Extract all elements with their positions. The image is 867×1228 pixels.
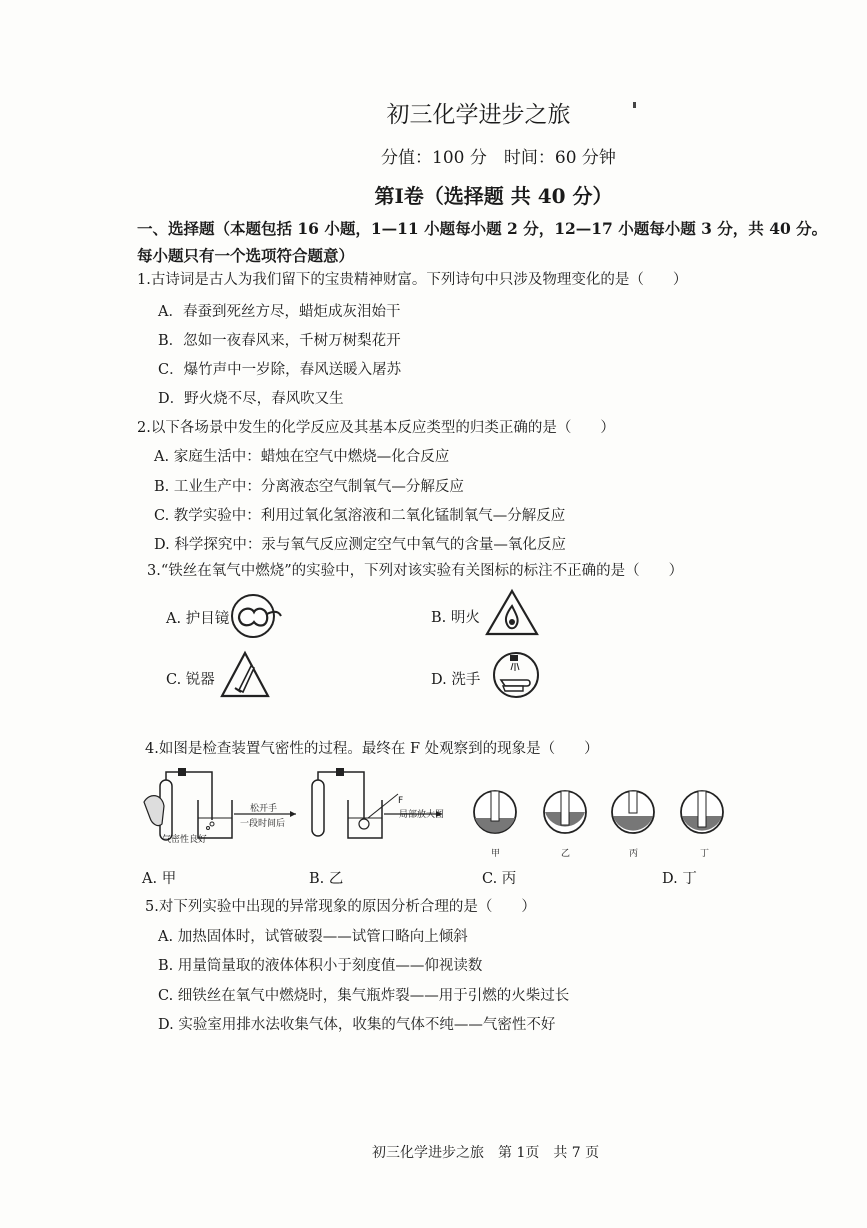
q2-stem: 2.以下各场景中发生的化学反应及其基本反应类型的归类正确的是（ ）: [137, 420, 615, 436]
q5-option-a: A. 加热固体时，试管破裂——试管口略向上倾斜: [158, 929, 468, 945]
q1-option-a: A．春蚕到死丝方尽，蜡炬成灰泪始干: [158, 304, 401, 320]
q1-option-b: B．忽如一夜春风来，千树万树梨花开: [158, 333, 401, 349]
fig-circle-label-yi: 乙: [561, 849, 571, 859]
goggles-icon: [229, 592, 285, 640]
fig-circle-label-ding: 丁: [700, 849, 710, 859]
circle-bing: [612, 791, 654, 833]
q2-option-b: B. 工业生产中：分离液态空气制氧气—分解反应: [154, 479, 464, 495]
circle-ding: [681, 791, 723, 833]
q2-option-d: D. 科学探究中：汞与氧气反应测定空气中氧气的含量—氧化反应: [154, 537, 566, 553]
flame-warning-icon: [484, 588, 540, 638]
page-footer: 初三化学进步之旅 第 1页 共 7 页: [372, 1145, 600, 1161]
q3-option-d: D. 洗手: [431, 672, 481, 688]
q3-option-a: A. 护目镜: [166, 611, 230, 627]
q1-option-d: D．野火烧不尽，春风吹又生: [158, 391, 344, 407]
page-title: 初三化学进步之旅: [386, 102, 571, 128]
q3-option-c: C. 锐器: [166, 672, 215, 688]
wash-hands-icon: [491, 650, 541, 700]
volume-heading: 第Ⅰ卷（选择题 共 40 分）: [374, 184, 613, 208]
q3-option-b: B. 明火: [431, 610, 480, 626]
fig-circle-label-jia: 甲: [491, 849, 501, 859]
q2-option-c: C. 教学实验中：利用过氧化氢溶液和二氧化锰制氧气—分解反应: [154, 508, 566, 524]
q5-option-d: D. 实验室用排水法收集气体，收集的气体不纯——气密性不好: [158, 1017, 556, 1033]
q5-stem: 5.对下列实验中出现的异常现象的原因分析合理的是（ ）: [145, 899, 536, 915]
fig-arrow1-top: 松开手: [250, 804, 278, 814]
q4-option-c: C. 丙: [482, 871, 517, 887]
fig-arrow1-bottom: 一段时间后: [240, 819, 286, 829]
q4-option-b: B. 乙: [309, 871, 344, 887]
q4-option-a: A. 甲: [142, 871, 177, 887]
q4-stem: 4.如图是检查装置气密性的过程。最终在 F 处观察到的现象是（ ）: [145, 741, 599, 757]
q1-option-c: C．爆竹声中一岁除，春风送暖入屠苏: [158, 362, 402, 378]
section-instructions-line1: 一、选择题（本题包括 16 小题，1—11 小题每小题 2 分，12—17 小题每小题 3 分，共 40 分。: [137, 219, 828, 238]
fig-label-good: 气密性良好: [162, 835, 208, 845]
circle-yi: [544, 791, 586, 833]
q3-stem: 3.“铁丝在氧气中燃烧”的实验中，下列对该实验有关图标的标注不正确的是（ ）: [147, 563, 684, 579]
score-time: 分值：100 分 时间：60 分钟: [381, 148, 616, 168]
fig-label-f: F: [398, 796, 404, 806]
circle-jia: [474, 791, 516, 833]
fig-arrow2: 局部放大图: [399, 810, 445, 820]
scan-mark: [633, 102, 636, 108]
q4-option-d: D. 丁: [662, 871, 697, 887]
q5-option-b: B. 用量筒量取的液体体积小于刻度值——仰视读数: [158, 958, 483, 974]
fig-circle-label-bing: 丙: [629, 849, 639, 859]
q1-stem: 1.古诗词是古人为我们留下的宝贵精神财富。下列诗句中只涉及物理变化的是（ ）: [137, 272, 688, 288]
sharp-object-warning-icon: [219, 650, 271, 700]
q5-option-c: C. 细铁丝在氧气中燃烧时，集气瓶炸裂——用于引燃的火柴过长: [158, 988, 570, 1004]
q2-option-a: A. 家庭生活中：蜡烛在空气中燃烧—化合反应: [154, 449, 450, 465]
section-instructions-line2: 每小题只有一个选项符合题意）: [137, 246, 355, 265]
